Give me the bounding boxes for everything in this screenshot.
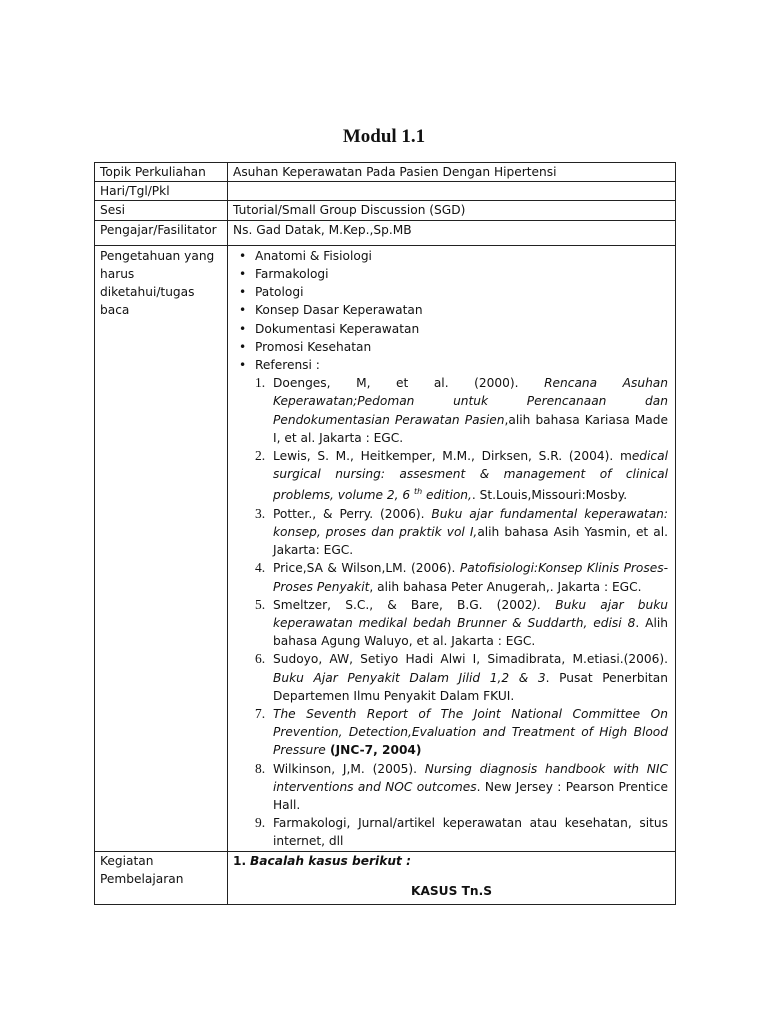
table-row xyxy=(95,851,676,904)
bullet-icon: • xyxy=(239,303,247,318)
bullet-icon: • xyxy=(239,248,247,263)
topic-item xyxy=(233,320,670,338)
reference-text: Price,SA & Wilson,LM. (2006). xyxy=(273,561,460,576)
reference-text: ). Buku ajar buku keperawatan medikal bedah Brunner & Suddarth, edisi 8 xyxy=(273,597,669,630)
reference-number: 6. xyxy=(255,651,266,667)
reference-text: The Seventh Report of The Joint National Committee On Prevention, Detection,Evaluation and Treatment of High Blood Pressure xyxy=(273,706,668,758)
topic-label: Anatomi & Fisiologi xyxy=(255,248,372,263)
reference-text: Farmakologi, Jurnal/artikel keperawatan atau kesehatan, situs internet, dll xyxy=(273,816,668,849)
table-row xyxy=(95,163,676,182)
module-title: Modul 1.1 xyxy=(342,126,426,147)
reference-text: . Alih bahasa Agung Waluyo, et al. Jakarta : EGC. xyxy=(273,615,668,649)
reference-text: edition, xyxy=(422,488,472,503)
reference-text: Buku ajar fundamental keperawatan: konsep, proses dan praktik vol I, xyxy=(273,506,668,539)
reference-text: Patofisiologi:Konsep Klinis Proses-Proses Penyakit xyxy=(273,561,668,594)
row-label-hari: Hari/Tgl/Pkl xyxy=(95,182,228,201)
reference-text: Nursing diagnosis handbook with NIC interventions and NOC outcomes xyxy=(273,761,669,794)
reference-text: Smeltzer, S.C., & Bare, B.G. (2002 xyxy=(273,597,533,612)
row-label-topik: Topik Perkuliahan xyxy=(95,163,228,182)
reference-item xyxy=(233,559,668,595)
reference-number: 1. xyxy=(255,375,266,391)
reference-item xyxy=(233,705,668,760)
reference-text: , alih bahasa Peter Anugerah,. Jakarta : EGC. xyxy=(369,579,642,594)
reference-text: . Pusat Penerbitan Departemen Ilmu Penyakit Dalam FKUI. xyxy=(273,670,668,703)
bullet-icon: • xyxy=(239,321,247,336)
row-label-sesi: Sesi xyxy=(95,201,228,220)
reference-number: 8. xyxy=(255,760,266,776)
topic-label: Referensi : xyxy=(255,358,320,373)
reference-text: (JNC-7, 2004) xyxy=(325,743,422,758)
reference-text: Doenges, M, et al. (2000). xyxy=(273,376,545,391)
table-row xyxy=(95,220,676,245)
row-value-pengajar: Ns. Gad Datak, M.Kep.,Sp.MB xyxy=(228,220,676,245)
reference-item xyxy=(233,650,668,705)
reference-number: 3. xyxy=(255,505,266,521)
reference-text: . St.Louis,Missouri:Mosby. xyxy=(471,488,628,503)
reference-item xyxy=(233,374,668,447)
reference-text: th xyxy=(413,487,423,497)
reference-item xyxy=(233,596,668,651)
case-title: KASUS Tn.S xyxy=(411,883,492,898)
reference-text: Rencana Asuhan Keperawatan;Pedoman untuk Perencanaan dan Pendokumentasian Perawatan Pasien xyxy=(273,376,668,427)
reference-text: edical surgical nursing: assesment & management of clinical problems, volume 2, 6 xyxy=(273,449,668,503)
bullet-icon: • xyxy=(239,339,247,354)
reading-cell xyxy=(228,245,676,851)
topic-item xyxy=(233,301,670,319)
topic-item xyxy=(233,338,670,356)
reference-number: 9. xyxy=(255,815,266,831)
reference-number: 5. xyxy=(255,596,266,612)
row-value-sesi: Tutorial/Small Group Discussion (SGD) xyxy=(228,201,676,220)
table-row xyxy=(95,182,676,201)
topic-label: Promosi Kesehatan xyxy=(255,339,372,354)
reference-item xyxy=(233,760,668,815)
topic-item xyxy=(233,356,670,374)
reference-text: Lewis, S. M., Heitkemper, M.M., Dirksen, S.R. (2004). m xyxy=(273,449,632,464)
row-label-pengetahuan: Pengetahuan yang harus diketahui/tugas baca xyxy=(95,245,228,851)
bullet-icon: • xyxy=(239,267,247,282)
activity-cell xyxy=(228,851,676,904)
reference-item xyxy=(233,814,668,850)
activity-step xyxy=(233,852,670,870)
reference-text: Wilkinson, J,M. (2005). xyxy=(273,761,425,776)
bullet-icon: • xyxy=(239,358,247,373)
reference-number: 2. xyxy=(255,448,266,464)
reference-text: Sudoyo, AW, Setiyo Hadi Alwi I, Simadibrata, M.etiasi.(2006). xyxy=(273,652,668,667)
row-label-kegiatan: Kegiatan Pembelajaran xyxy=(95,851,228,904)
topic-label: Konsep Dasar Keperawatan xyxy=(255,303,423,318)
topic-item xyxy=(233,283,670,301)
step-text: Bacalah kasus berikut : xyxy=(250,853,411,868)
reference-text: Potter., & Perry. (2006). xyxy=(273,506,432,521)
reference-text: . New Jersey : Pearson Prentice Hall. xyxy=(273,779,668,812)
module-table xyxy=(94,162,676,905)
reference-text: Buku Ajar Penyakit Dalam Jilid 1,2 & 3 xyxy=(273,670,546,685)
reference-item xyxy=(233,447,668,505)
topic-item xyxy=(233,247,670,265)
row-label-pengajar: Pengajar/Fasilitator xyxy=(95,220,228,245)
table-row xyxy=(95,201,676,220)
row-value-hari xyxy=(228,182,676,201)
table-row xyxy=(95,245,676,851)
topic-item xyxy=(233,265,670,283)
topic-label: Farmakologi xyxy=(255,267,329,282)
topic-label: Patologi xyxy=(255,285,304,300)
reference-list xyxy=(233,374,670,850)
topic-list xyxy=(233,247,670,374)
reference-text: alih bahasa Asih Yasmin, et al. Jakarta: EGC. xyxy=(273,524,668,558)
step-number: 1. xyxy=(233,853,247,868)
topic-label: Dokumentasi Keperawatan xyxy=(255,321,420,336)
reference-item xyxy=(233,505,668,560)
bullet-icon: • xyxy=(239,285,247,300)
reference-number: 4. xyxy=(255,560,266,576)
row-value-topik: Asuhan Keperawatan Pada Pasien Dengan Hipertensi xyxy=(228,163,676,182)
reference-number: 7. xyxy=(255,705,266,721)
reference-text: ,alih bahasa Kariasa Made I, et al. Jakarta : EGC. xyxy=(273,412,668,445)
